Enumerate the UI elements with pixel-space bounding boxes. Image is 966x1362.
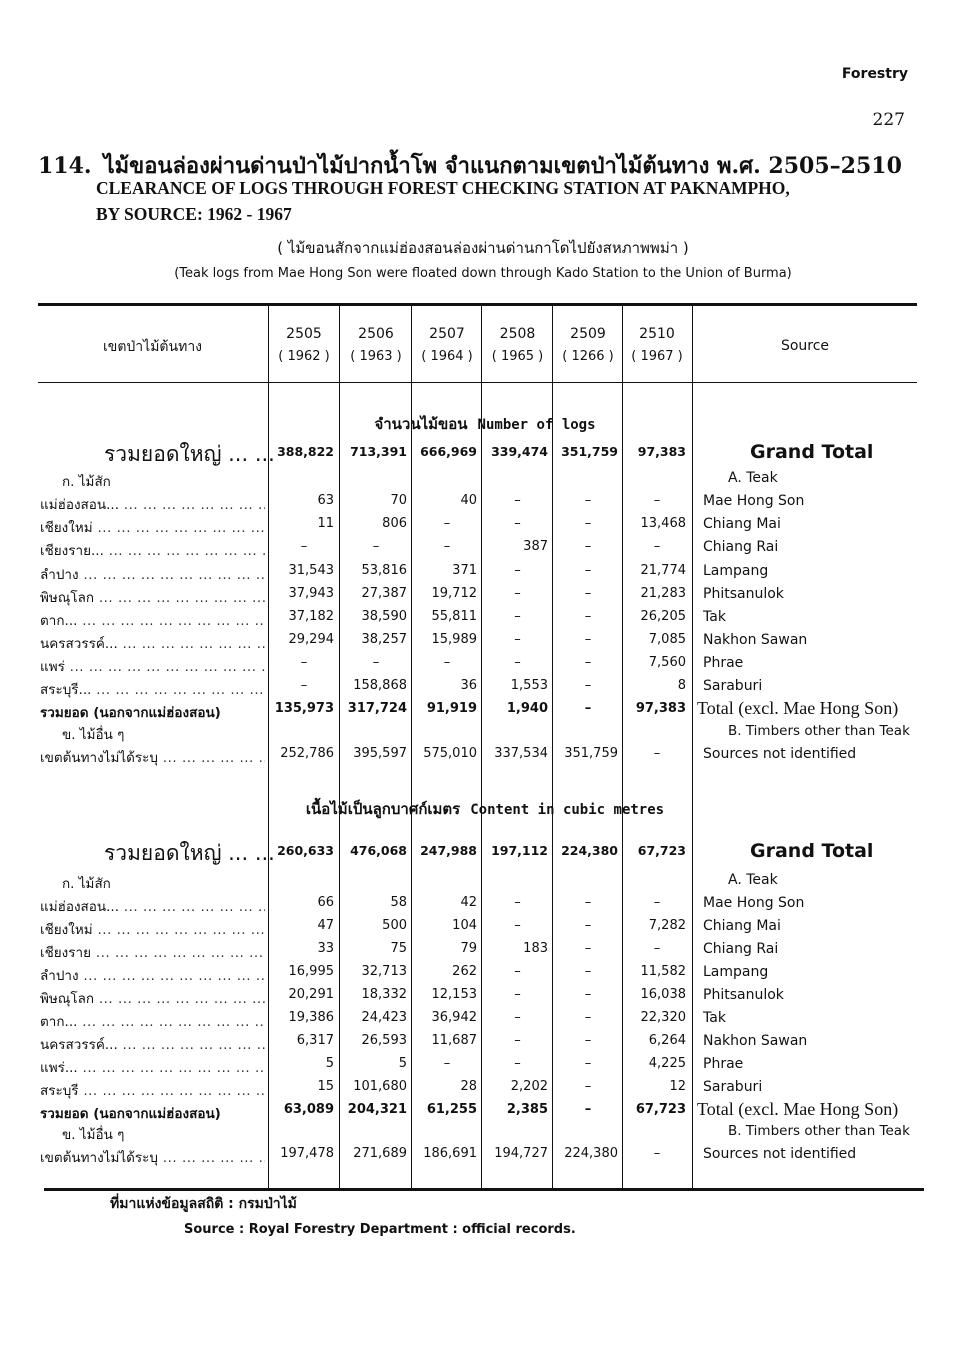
row-label-english: Phrae [703,1056,744,1072]
table-cell: – [584,941,592,956]
column-divider [692,306,693,1188]
row-label-english: Tak [703,1010,726,1026]
table-cell: – [584,516,592,531]
table-cell: – [514,964,521,979]
table-cell: – [584,918,592,933]
table-cell: 806 [382,516,407,531]
row-label-english: Chiang Mai [703,918,781,934]
row-label-thai: แพร่ ... . [40,655,265,677]
table-cell: – [584,1102,592,1117]
table-title-english-line-1: CLEARANCE OF LOGS THROUGH FOREST CHECKING STATION AT PAKNAMPHO, [96,178,790,198]
table-cell: – [584,563,592,578]
table-cell: 224,380 [564,1146,618,1161]
table-cell: 33 [317,941,334,956]
table-cell: 395,597 [353,746,407,761]
table-cell: 97,383 [635,701,686,716]
year-ad: ( 1967 ) [631,349,683,364]
table-cell: 7,085 [648,632,686,647]
table-cell: 19,386 [288,1010,334,1025]
row-label-english: Nakhon Sawan [703,1033,808,1049]
table-cell: 351,759 [561,444,618,459]
year-be: 2506 [358,326,394,342]
source-note-thai: ที่มาแห่งข้อมูลสถิติ : กรมป่าไม้ [110,1196,297,1212]
table-cell: 6,264 [648,1033,686,1048]
column-divider [339,306,340,1188]
table-cell: – [584,1010,592,1025]
table-cell: – [584,1033,592,1048]
table-cell: – [514,1033,521,1048]
row-label-thai: รวมยอดใหญ่ ... ... [104,442,275,466]
table-cell: – [584,1056,592,1071]
table-cell: 337,534 [494,746,548,761]
row-label-thai: รวมยอดใหญ่ ... ... [104,841,275,865]
table-cell: 16,995 [288,964,334,979]
table-cell: 97,383 [637,444,686,459]
table-cell: 16,038 [640,987,686,1002]
table-cell: 63,089 [283,1102,334,1117]
row-label-english: A. Teak [728,872,778,888]
table-cell: 2,385 [506,1102,548,1117]
row-label-english: Mae Hong Son [703,493,805,509]
row-label-english: Phrae [703,655,744,671]
table-cell: 135,973 [274,701,334,716]
row-label-thai: ตาก... ... . [40,1010,265,1032]
table-cell: 713,391 [350,444,407,459]
section-unit-heading [280,412,690,436]
table-cell: 204,321 [347,1102,407,1117]
table-cell: 224,380 [561,843,618,858]
column-divider [622,306,623,1188]
table-cell: – [584,632,592,647]
table-cell: – [300,539,308,554]
table-cell: 4,225 [648,1056,686,1071]
row-label-thai: ข. ไม้อื่น ๆ [62,727,125,743]
row-label-english: Tak [703,609,726,625]
header-source-thai: เขตป่าไม้ต้นทาง [102,339,203,355]
note-thai: ( ไม้ขอนสักจากแม่ฮ่องสอนล่องผ่านด่านกาโดไปยังสหภาพพม่า ) [277,239,689,257]
row-label-english: B. Timbers other than Teak [728,723,910,739]
table-cell: 75 [390,941,407,956]
table-cell: – [653,1146,661,1161]
table-bottom-rule [44,1188,924,1191]
row-label-english: Total (excl. Mae Hong Son) [697,698,899,718]
row-label-thai: นครสวรรค์... ... . [40,1033,265,1055]
table-cell: 61,255 [426,1102,477,1117]
row-label-english: B. Timbers other than Teak [728,1123,910,1139]
table-cell: 101,680 [353,1079,407,1094]
table-cell: – [514,918,521,933]
table-cell: 36 [460,678,477,693]
table-cell: 47 [317,918,334,933]
section-name: Forestry [841,66,908,82]
table-cell: 262 [452,964,477,979]
row-label-english: Lampang [703,563,769,579]
row-label-english: A. Teak [728,470,778,486]
unit-english: Content in cubic metres [470,802,665,818]
row-label-thai: แม่ฮ่องสอน... ... . [40,895,265,917]
table-cell: – [584,964,592,979]
table-cell: 194,727 [494,1146,548,1161]
unit-thai: เนื้อไม้เป็นลูกบาศก์เมตร [305,800,461,818]
table-cell: 38,257 [361,632,407,647]
table-cell: 12 [669,1079,686,1094]
table-cell: 37,943 [288,586,334,601]
table-top-rule [38,303,917,306]
page-number: 227 [872,110,905,130]
table-cell: 197,112 [491,843,548,858]
table-cell: – [584,895,592,910]
table-cell: 63 [317,493,334,508]
table-cell: – [514,563,521,578]
table-cell: – [584,493,592,508]
row-label-english: Chiang Rai [703,539,779,555]
table-cell: 6,317 [296,1033,334,1048]
table-cell: – [584,701,592,716]
table-cell: 11 [317,516,334,531]
table-cell: 70 [390,493,407,508]
table-cell: 271,689 [353,1146,407,1161]
row-label-english: Saraburi [703,678,763,694]
row-label-thai: ก. ไม้สัก [62,474,111,490]
table-cell: 28 [460,1079,477,1094]
table-cell: 317,724 [347,701,407,716]
table-cell: 26,205 [640,609,686,624]
table-cell: 27,387 [361,586,407,601]
table-cell: 66 [317,895,334,910]
row-label-thai: ลำปาง ... . [40,964,265,986]
table-cell: – [514,609,521,624]
table-cell: 11,687 [431,1033,477,1048]
year-be: 2508 [499,326,536,342]
table-cell: – [514,632,521,647]
year-be: 2509 [570,326,606,342]
table-cell: 11,582 [640,964,686,979]
table-cell: – [584,678,592,693]
table-cell: 21,283 [640,586,686,601]
row-label-thai: รวมยอด (นอกจากแม่ฮ่องสอน) [40,705,221,721]
row-label-english: Chiang Rai [703,941,779,957]
year-ad: ( 1962 ) [278,349,330,364]
table-cell: 18,332 [361,987,407,1002]
row-label-english: Grand Total [750,840,874,862]
table-cell: 26,593 [361,1033,407,1048]
table-cell: – [300,678,308,693]
table-cell: 197,478 [280,1146,334,1161]
table-cell: 21,774 [640,563,686,578]
table-cell: 260,633 [277,843,334,858]
table-cell: 19,712 [431,586,477,601]
row-label-thai: รวมยอด (นอกจากแม่ฮ่องสอน) [40,1106,221,1122]
table-cell: – [514,1010,521,1025]
year-be: 2507 [429,326,465,342]
row-label-english: Grand Total [750,441,874,463]
table-cell: 55,811 [431,609,477,624]
table-cell: – [443,655,451,670]
row-label-thai: ตาก... ... . [40,609,265,631]
column-divider [552,306,553,1188]
table-cell: 58 [390,895,407,910]
year-ad: ( 1964 ) [421,349,473,364]
row-label-thai: สระบุรี... ... . [40,678,265,700]
table-cell: 5 [325,1056,334,1071]
row-label-english: Chiang Mai [703,516,781,532]
row-label-english: Sources not identified [703,1146,857,1162]
table-cell: – [514,987,521,1002]
column-divider [411,306,412,1188]
table-cell: – [653,941,661,956]
table-cell: 38,590 [361,609,407,624]
table-cell: 67,723 [637,843,686,858]
note-english: (Teak logs from Mae Hong Son were floated down through Kado Station to the Union of Burma) [174,266,792,281]
table-cell: 5 [398,1056,407,1071]
row-label-english: Mae Hong Son [703,895,805,911]
table-cell: 13,468 [640,516,686,531]
table-cell: 387 [523,539,548,554]
header-source-english: Source [780,338,830,354]
table-cell: 7,282 [648,918,686,933]
table-cell: – [514,655,521,670]
row-label-thai: แพร่... ... . [40,1056,265,1078]
table-cell: 575,010 [423,746,477,761]
table-cell: 2,202 [510,1079,548,1094]
table-cell: – [514,516,521,531]
table-cell: – [584,539,592,554]
row-label-thai: นครสวรรค์... ... . [40,632,265,654]
table-cell: 24,423 [361,1010,407,1025]
table-cell: 371 [452,563,477,578]
table-cell: – [514,895,521,910]
table-cell: 500 [382,918,407,933]
table-cell: – [372,655,380,670]
table-number: 114. [38,153,92,179]
table-cell: 15,989 [431,632,477,647]
table-cell: 40 [460,493,477,508]
table-cell: 252,786 [280,746,334,761]
table-cell: 15 [317,1079,334,1094]
table-title-english-line-2: BY SOURCE: 1962 - 1967 [96,204,292,224]
table-cell: – [443,1056,451,1071]
source-note-english: Source : Royal Forestry Department : official records. [184,1222,576,1237]
year-be: 2505 [286,326,322,342]
table-cell: – [584,586,592,601]
table-cell: 1,940 [506,701,548,716]
table-cell: 183 [523,941,548,956]
unit-thai: จำนวนไม้ขอน [374,415,468,433]
table-cell: – [584,987,592,1002]
table-cell: 666,969 [420,444,477,459]
table-cell: 104 [452,918,477,933]
table-cell: 247,988 [420,843,477,858]
table-cell: 37,182 [288,609,334,624]
row-label-english: Saraburi [703,1079,763,1095]
table-cell: 339,474 [491,444,548,459]
year-be: 2510 [639,326,675,342]
table-cell: – [653,746,661,761]
table-cell: – [443,516,451,531]
row-label-thai: เชียงราย... ... . [40,539,265,561]
year-ad: ( 1965 ) [491,349,544,364]
table-cell: 351,759 [564,746,618,761]
row-label-english: Phitsanulok [703,987,784,1003]
table-cell: 476,068 [350,843,407,858]
table-cell: 12,153 [431,987,477,1002]
table-cell: 36,942 [431,1010,477,1025]
row-label-thai: เชียงใหม่ ... . [40,918,265,940]
row-label-english: Nakhon Sawan [703,632,808,648]
row-label-thai: เขตต้นทางไม่ได้ระบุ ... . [40,746,265,768]
table-cell: 91,919 [426,701,477,716]
row-label-thai: เขตต้นทางไม่ได้ระบุ ... . [40,1146,265,1168]
row-label-english: Sources not identified [703,746,857,762]
title-thai-text: ไม้ขอนล่องผ่านด่านป่าไม้ปากน้ำโพ จำแนกตามเขตป่าไม้ต้นทาง พ.ศ. 2505–2510 [103,153,902,179]
year-ad: ( 1963 ) [350,349,402,364]
table-cell: – [514,1056,521,1071]
table-cell: 67,723 [635,1102,686,1117]
table-cell: 388,822 [277,444,334,459]
column-divider [481,306,482,1188]
row-label-english: Phitsanulok [703,586,784,602]
table-cell: – [653,493,661,508]
table-cell: – [653,539,661,554]
table-cell: 186,691 [423,1146,477,1161]
table-cell: 53,816 [361,563,407,578]
table-cell: – [584,1079,592,1094]
year-ad: ( 1266 ) [562,349,614,364]
table-cell: 1,553 [510,678,548,693]
row-label-thai: เชียงราย ... . [40,941,265,963]
table-cell: 79 [460,941,477,956]
row-label-thai: แม่ฮ่องสอน... ... . [40,493,265,515]
table-cell: 20,291 [288,987,334,1002]
section-unit-heading [280,797,690,821]
table-cell: 8 [677,678,686,693]
table-cell: – [653,895,661,910]
table-cell: 31,543 [288,563,334,578]
row-label-thai: สระบุรี ... . [40,1079,265,1101]
table-header-rule [38,382,917,383]
unit-english: Number of logs [477,417,596,433]
table-cell: – [514,493,521,508]
table-cell: 42 [460,895,477,910]
table-cell: – [514,586,521,601]
row-label-thai: ลำปาง ... . [40,563,265,585]
row-label-english: Lampang [703,964,769,980]
table-cell: 32,713 [361,964,407,979]
table-cell: – [584,655,592,670]
table-cell: – [443,539,451,554]
row-label-thai: ก. ไม้สัก [62,876,111,892]
row-label-thai: เชียงใหม่ ... . [40,516,265,538]
table-cell: 22,320 [640,1010,686,1025]
table-cell: – [584,609,592,624]
row-label-thai: ข. ไม้อื่น ๆ [62,1127,125,1143]
row-label-english: Total (excl. Mae Hong Son) [697,1099,899,1119]
row-label-thai: พิษณุโลก ... . [40,586,265,608]
row-label-thai: พิษณุโลก ... . [40,987,265,1009]
table-cell: – [300,655,308,670]
table-cell: 29,294 [288,632,334,647]
table-cell: 7,560 [648,655,686,670]
table-cell: – [372,539,380,554]
table-cell: 158,868 [353,678,407,693]
